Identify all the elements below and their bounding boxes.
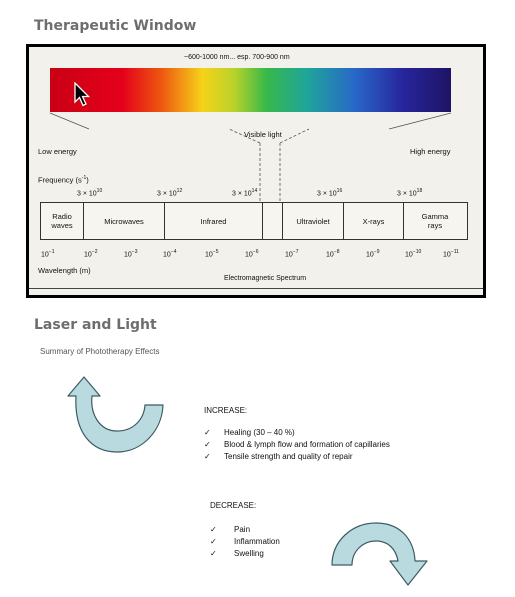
wavelength-tick: $10^{-10}$ [405, 249, 422, 259]
list-item: ✓ Blood & lymph flow and formation of capillaries [204, 439, 390, 449]
decrease-title: DECREASE: [210, 501, 257, 510]
wavelength-tick: $10^{-3}$ [124, 249, 138, 259]
increase-title: INCREASE: [204, 406, 248, 415]
wavelength-tick: $10^{-2}$ [84, 249, 98, 259]
list-item: ✓ Healing (30 – 40 %) [204, 427, 295, 437]
wavelength-tick: $10^{-9}$ [366, 249, 380, 259]
wavelength-tick: $10^{-7}$ [285, 249, 299, 259]
visible-light-projection-lines [29, 47, 483, 207]
wavelength-tick: $10^{-11}$ [443, 249, 459, 259]
check-icon: ✓ [210, 536, 217, 546]
frequency-label: Frequency $(s^{-1})$ [38, 175, 89, 185]
band-x-rays: X-rays [344, 203, 404, 239]
band-visible [263, 203, 283, 239]
list-item: ✓ Inflammation [210, 536, 280, 546]
check-icon: ✓ [204, 439, 211, 449]
band-gamma-rays: Gamma rays [421, 212, 449, 230]
frequency-tick: $3 \times 10^{14}$ [232, 188, 258, 198]
list-item: ✓ Tensile strength and quality of repair [204, 451, 353, 461]
figure-bottom-rule [29, 288, 483, 289]
therapeutic-window-heading: Therapeutic Window [34, 18, 197, 34]
frequency-tick: $3 \times 10^{16}$ [317, 188, 343, 198]
wavelength-tick: $10^{-5}$ [205, 249, 219, 259]
wavelength-tick: $10^{-8}$ [326, 249, 340, 259]
visible-light-label: Visible light [244, 130, 282, 139]
electromagnetic-spectrum-figure [26, 44, 486, 298]
high-energy-label: High energy [410, 147, 451, 156]
wavelength-tick: $10^{-1}$ [41, 249, 55, 259]
phototherapy-summary-subtitle: Summary of Phototherapy Effects [40, 347, 160, 356]
wavelength-tick: $10^{-6}$ [245, 249, 259, 259]
band-infrared: Infrared [165, 203, 263, 239]
frequency-tick: $3 \times 10^{12}$ [157, 188, 183, 198]
wavelength-range-caption: ~600-1000 nm... esp. 700-900 nm [184, 54, 290, 61]
low-energy-label: Low energy [38, 147, 77, 156]
frequency-tick: $3 \times 10^{10}$ [77, 188, 103, 198]
curved-up-arrow-icon [66, 375, 166, 455]
band-ultraviolet: Ultraviolet [283, 203, 344, 239]
band-radio-waves: Radio waves [41, 203, 84, 239]
increase-list [204, 426, 390, 462]
spectrum-caption: Electromagnetic Spectrum [224, 275, 307, 282]
band-microwaves: Microwaves [84, 203, 165, 239]
laser-light-heading: Laser and Light [34, 317, 157, 333]
check-icon: ✓ [204, 427, 211, 437]
check-icon: ✓ [204, 451, 211, 461]
wavelength-tick: $10^{-4}$ [163, 249, 177, 259]
list-item: ✓ Pain [210, 524, 251, 534]
check-icon: ✓ [210, 524, 217, 534]
list-item: ✓ Swelling [210, 548, 264, 558]
decrease-list [210, 523, 280, 559]
curved-down-arrow-icon [330, 521, 430, 587]
check-icon: ✓ [210, 548, 217, 558]
wavelength-label: Wavelength (m) [38, 266, 91, 275]
spectrum-band-bar [40, 202, 468, 240]
frequency-tick: $3 \times 10^{18}$ [397, 188, 423, 198]
